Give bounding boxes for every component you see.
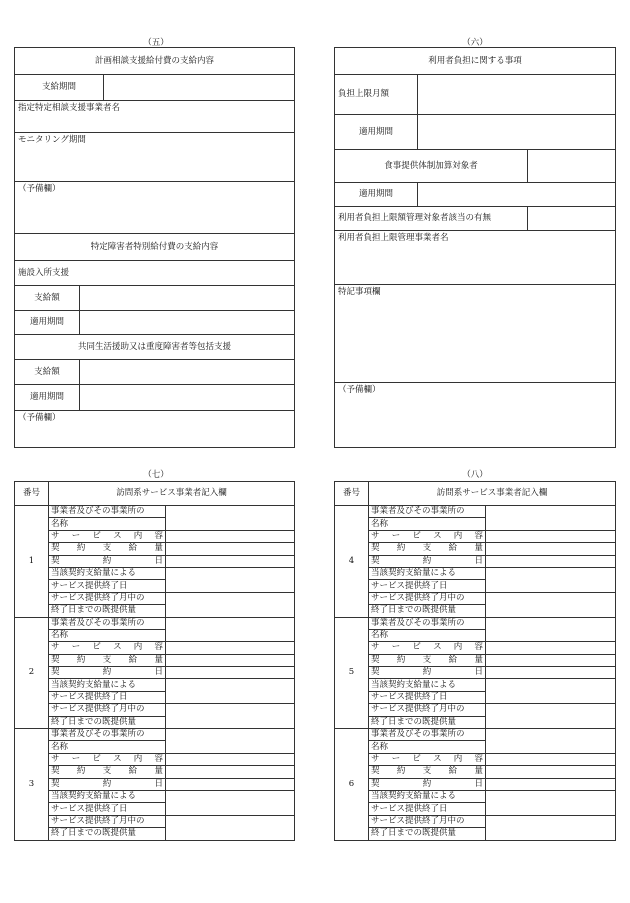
service-row — [15, 766, 295, 778]
provider-name-label: 事業者及びその事業所の — [49, 617, 166, 629]
reserve-field[interactable]: （予備欄） — [18, 413, 61, 423]
amount-label: 支給額 — [34, 292, 60, 303]
contract-date-value[interactable] — [486, 555, 616, 567]
provider-name-label: 事業者及びその事業所の — [49, 506, 166, 518]
application-period-label: 適用期間 — [29, 317, 64, 328]
contract-amount-label-text: 契 約 支 給 量 — [51, 543, 163, 554]
contract-date-value[interactable] — [486, 667, 616, 679]
provided-amount-value[interactable] — [166, 704, 295, 729]
special-notes-field[interactable]: 特記事項欄 — [338, 287, 381, 297]
service-content-label-text: サ ー ビ ス 内 容 — [51, 754, 163, 764]
service-content-label-text: サ ー ビ ス 内 容 — [371, 642, 483, 653]
service-end-date-value[interactable] — [486, 790, 616, 815]
entry-number: 5 — [335, 617, 369, 729]
contract-amount-value[interactable] — [166, 766, 295, 778]
facility-amount-value[interactable] — [79, 286, 294, 310]
service-row — [335, 642, 616, 654]
contract-date-label-text: 契 約 日 — [51, 555, 163, 566]
service-row — [15, 543, 295, 555]
contract-date-label-text: 契 約 日 — [371, 667, 483, 678]
provided-amount-value[interactable] — [486, 592, 616, 617]
service-end-date-label: サービス提供終了日 — [369, 580, 486, 592]
application-period-label: 適用期間 — [358, 126, 393, 137]
provider-name-value[interactable] — [486, 506, 616, 531]
service-end-date-label: サービス提供終了日 — [369, 803, 486, 815]
group-home-header: 共同生活援助又は重度障害者等包括支援 — [77, 341, 231, 352]
provided-amount-value[interactable] — [166, 592, 295, 617]
contract-date-value[interactable] — [486, 778, 616, 790]
contract-amount-label-text: 契 約 支 給 量 — [371, 766, 483, 777]
service-row — [335, 530, 616, 542]
provided-amount-label: 終了日までの既提供量 — [369, 605, 486, 617]
panel6-box — [334, 47, 616, 448]
entry-number: 2 — [15, 617, 49, 729]
service-row — [335, 555, 616, 567]
application-period-label: 適用期間 — [358, 189, 393, 200]
service-row — [335, 592, 616, 604]
provided-amount-label: サービス提供終了月中の — [49, 592, 166, 604]
provided-amount-label: 終了日までの既提供量 — [369, 828, 486, 840]
service-row — [335, 567, 616, 579]
service-end-date-label: 当該契約支給量による — [369, 679, 486, 691]
service-row — [15, 642, 295, 654]
service-content-label — [369, 530, 486, 542]
provider-name-value[interactable] — [166, 729, 295, 754]
contract-date-label-text: 契 約 日 — [371, 778, 483, 789]
contract-amount-label-text: 契 約 支 給 量 — [51, 766, 163, 777]
contract-date-value[interactable] — [166, 667, 295, 679]
meal-provision-label: 食事提供体制加算対象者 — [384, 160, 478, 171]
service-row — [335, 766, 616, 778]
service-content-value[interactable] — [166, 642, 295, 654]
service-row — [15, 729, 295, 741]
contract-date-value[interactable] — [166, 778, 295, 790]
service-row — [15, 592, 295, 604]
provider-name-value[interactable] — [166, 617, 295, 642]
provider-name-label: 事業者及びその事業所の — [369, 729, 486, 741]
service-content-label — [49, 753, 166, 765]
provider-name-label: 名称 — [369, 629, 486, 641]
service-row — [335, 667, 616, 679]
amount-label: 支給額 — [34, 366, 60, 377]
contract-date-label-text: 契 約 日 — [371, 555, 483, 566]
provided-amount-label: 終了日までの既提供量 — [49, 605, 166, 617]
service-row — [335, 790, 616, 802]
provided-amount-value[interactable] — [486, 815, 616, 840]
provided-amount-label: サービス提供終了月中の — [49, 704, 166, 716]
meal-provision-value[interactable] — [527, 150, 615, 182]
provider-name-value[interactable] — [166, 506, 295, 531]
service-row — [15, 679, 295, 691]
service-row — [335, 617, 616, 629]
service-table-7 — [14, 481, 295, 841]
provided-amount-label: サービス提供終了月中の — [49, 815, 166, 827]
service-end-date-label: 当該契約支給量による — [49, 679, 166, 691]
service-header: 訪問系サービス事業者記入欄 — [369, 482, 616, 506]
service-end-date-value[interactable] — [166, 567, 295, 592]
service-content-label — [369, 642, 486, 654]
service-table-8 — [334, 481, 616, 841]
contract-date-label — [49, 555, 166, 567]
service-content-label — [49, 642, 166, 654]
entry-number: 6 — [335, 729, 369, 841]
service-row — [15, 530, 295, 542]
provided-amount-label: サービス提供終了月中の — [369, 815, 486, 827]
contract-amount-label — [369, 766, 486, 778]
consultation-provider-field[interactable]: 指定特定相談支援事業者名 — [18, 103, 121, 113]
provided-amount-label: 終了日までの既提供量 — [369, 716, 486, 728]
service-row — [15, 778, 295, 790]
service-row — [15, 654, 295, 666]
provider-name-label: 名称 — [49, 629, 166, 641]
application-period-label: 適用期間 — [29, 392, 64, 403]
provided-amount-label: サービス提供終了月中の — [369, 592, 486, 604]
contract-amount-label — [369, 654, 486, 666]
monitoring-period-field[interactable]: モニタリング期間 — [18, 135, 86, 145]
contract-amount-value[interactable] — [166, 543, 295, 555]
provider-name-label: 名称 — [49, 741, 166, 753]
payment-period-label: 支給期間 — [41, 82, 76, 93]
contract-amount-label — [49, 654, 166, 666]
service-row — [15, 555, 295, 567]
provider-name-label: 名称 — [369, 518, 486, 530]
panel7-title: （七） — [143, 470, 169, 480]
service-row — [335, 654, 616, 666]
service-row — [335, 729, 616, 741]
service-content-value[interactable] — [486, 753, 616, 765]
service-row — [335, 506, 616, 518]
contract-date-label-text: 契 約 日 — [51, 778, 163, 789]
facility-period-value[interactable] — [79, 311, 294, 334]
service-end-date-label: サービス提供終了日 — [49, 691, 166, 703]
facility-admission-label: 施設入所支援 — [18, 267, 70, 278]
service-end-date-label: 当該契約支給量による — [369, 567, 486, 579]
service-row — [335, 704, 616, 716]
limit-period-value[interactable] — [417, 115, 615, 149]
panel8-title: （八） — [462, 470, 488, 480]
provided-amount-label: 終了日までの既提供量 — [49, 828, 166, 840]
service-content-label-text: サ ー ビ ス 内 容 — [51, 642, 163, 653]
contract-date-label — [369, 778, 486, 790]
panel5-box — [14, 47, 295, 448]
service-end-date-label: サービス提供終了日 — [49, 803, 166, 815]
service-row — [15, 667, 295, 679]
panel6-title: （六） — [462, 38, 488, 48]
service-header: 訪問系サービス事業者記入欄 — [49, 482, 295, 506]
provider-name-label: 事業者及びその事業所の — [369, 506, 486, 518]
panel6-header: 利用者負担に関する事項 — [428, 55, 522, 66]
provided-amount-label: サービス提供終了月中の — [369, 704, 486, 716]
special-benefit-header: 特定障害者特別給付費の支給内容 — [90, 241, 219, 252]
service-end-date-label: サービス提供終了日 — [369, 691, 486, 703]
monthly-limit-label: 負担上限月額 — [338, 89, 390, 100]
contract-amount-value[interactable] — [166, 654, 295, 666]
entry-number: 3 — [15, 729, 49, 841]
service-end-date-value[interactable] — [486, 567, 616, 592]
contract-date-label — [49, 778, 166, 790]
contract-date-label — [369, 555, 486, 567]
entry-number: 4 — [335, 506, 369, 618]
panel5-title: （五） — [143, 38, 169, 48]
monthly-limit-value[interactable] — [417, 75, 615, 114]
contract-amount-label — [369, 543, 486, 555]
service-content-label-text: サ ー ビ ス 内 容 — [371, 530, 483, 541]
service-end-date-label: サービス提供終了日 — [49, 580, 166, 592]
panel5-header: 計画相談支援給付費の支給内容 — [94, 55, 214, 66]
service-end-date-value[interactable] — [486, 679, 616, 704]
service-content-value[interactable] — [486, 642, 616, 654]
service-end-date-value[interactable] — [166, 790, 295, 815]
service-row — [335, 543, 616, 555]
provided-amount-value[interactable] — [166, 815, 295, 840]
reserve-field[interactable]: （予備欄） — [18, 184, 61, 194]
contract-date-label — [49, 667, 166, 679]
meal-period-value[interactable] — [417, 183, 615, 206]
service-row — [335, 815, 616, 827]
contract-amount-label — [49, 766, 166, 778]
service-row — [335, 753, 616, 765]
contract-date-label-text: 契 約 日 — [51, 667, 163, 678]
payment-period-value[interactable] — [103, 75, 294, 100]
contract-date-label — [369, 667, 486, 679]
number-header: 番号 — [335, 482, 369, 506]
service-row — [15, 617, 295, 629]
reserve-field[interactable]: （予備欄） — [338, 385, 381, 395]
service-end-date-value[interactable] — [166, 679, 295, 704]
service-end-date-label: 当該契約支給量による — [49, 790, 166, 802]
service-content-value[interactable] — [166, 753, 295, 765]
provider-name-value[interactable] — [486, 729, 616, 754]
entry-number: 1 — [15, 506, 49, 618]
limit-management-label: 利用者負担上限額管理対象者該当の有無 — [338, 213, 492, 224]
provided-amount-value[interactable] — [486, 704, 616, 729]
provider-name-label: 名称 — [369, 741, 486, 753]
limit-manager-field[interactable]: 利用者負担上限管理事業者名 — [338, 233, 449, 243]
service-row — [15, 790, 295, 802]
service-row — [15, 753, 295, 765]
provider-name-value[interactable] — [486, 617, 616, 642]
contract-amount-label-text: 契 約 支 給 量 — [371, 654, 483, 665]
contract-amount-label-text: 契 約 支 給 量 — [371, 543, 483, 554]
contract-amount-value[interactable] — [486, 654, 616, 666]
group-amount-value[interactable] — [79, 360, 294, 384]
service-end-date-label: 当該契約支給量による — [369, 790, 486, 802]
contract-amount-label — [49, 543, 166, 555]
service-row — [335, 778, 616, 790]
service-row — [15, 704, 295, 716]
contract-amount-value[interactable] — [486, 766, 616, 778]
service-content-label — [369, 753, 486, 765]
provider-name-label: 事業者及びその事業所の — [369, 617, 486, 629]
contract-amount-value[interactable] — [486, 543, 616, 555]
service-row — [335, 679, 616, 691]
provided-amount-label: 終了日までの既提供量 — [49, 716, 166, 728]
service-row — [15, 567, 295, 579]
contract-amount-label-text: 契 約 支 給 量 — [51, 654, 163, 665]
limit-management-value[interactable] — [527, 207, 615, 230]
provider-name-label: 名称 — [49, 518, 166, 530]
contract-date-value[interactable] — [166, 555, 295, 567]
service-row — [15, 506, 295, 518]
service-content-label — [49, 530, 166, 542]
service-content-label-text: サ ー ビ ス 内 容 — [371, 754, 483, 764]
number-header: 番号 — [15, 482, 49, 506]
service-row — [15, 815, 295, 827]
service-end-date-label: 当該契約支給量による — [49, 567, 166, 579]
service-content-label-text: サ ー ビ ス 内 容 — [51, 530, 163, 541]
service-content-value[interactable] — [166, 530, 295, 542]
group-period-value[interactable] — [79, 385, 294, 410]
provider-name-label: 事業者及びその事業所の — [49, 729, 166, 741]
service-content-value[interactable] — [486, 530, 616, 542]
